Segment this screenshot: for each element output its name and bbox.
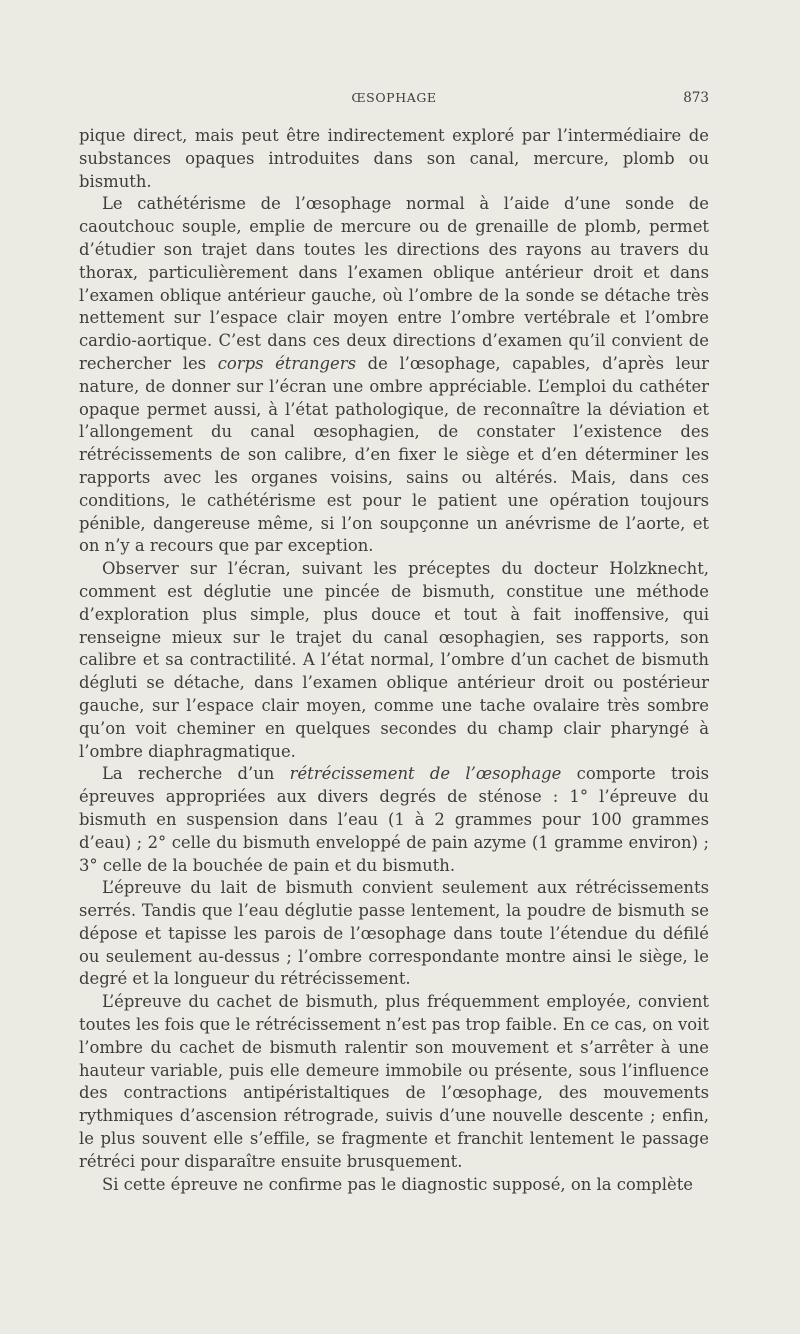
- paragraph-4-text-a: La recherche d’un: [102, 764, 290, 784]
- page-number: 873: [683, 90, 709, 106]
- running-head: ŒSOPHAGE: [351, 90, 437, 105]
- page-header: [79, 88, 709, 108]
- paragraph-6-text: L’épreuve du cachet de bismuth, plus fréquemment employée, convient toutes les fois que le rétrécissement n’est pas trop faible. En ce cas, on voit l’ombre du cachet de bismuth ralentir son mouvement et s’arrêter à une hauteur variable, puis elle demeure immobile ou présente, sous l’influence des contractions antipéristaltiques de l’œsophage, des mouvements rythmiques d’ascension rétrograde, suivis d’une nouvelle descente ; enfin, le plus souvent elle s’effile, se fragmente et franchit lentement le passage rétréci pour disparaître ensuite brusquement.: [79, 992, 709, 1171]
- italic-term-corps-etrangers: corps étrangers: [217, 353, 356, 373]
- paragraph-5-text: L’épreuve du lait de bismuth convient seulement aux rétrécissements serrés. Tandis que l’eau déglutie passe lentement, la poudre de bismuth se dépose et tapisse les parois de l’œsophage dans toute l’étendue du défilé ou seulement au-dessus ; l’ombre correspondante montre ainsi le siège, le degré et la longueur du rétrécissement.: [79, 878, 709, 989]
- paragraph-2: [79, 193, 709, 558]
- body-text: [79, 125, 709, 1196]
- paragraph-5: [79, 877, 709, 991]
- paragraph-2-text-a: Le cathétérisme de l’œsophage normal à l’aide d’une sonde de caoutchouc souple, emplie de mercure ou de grenaille de plomb, permet d’étudier son trajet dans toutes les directions des rayons au travers du thorax, particulièrement dans l’examen oblique antérieur droit et dans l’examen oblique antérieur gauche, où l’ombre de la sonde se détache très nettement sur l’espace clair moyen entre l’ombre vertébrale et l’ombre cardio-aortique. C’est dans ces deux directions d’examen qu’il convient de rechercher les: [79, 194, 709, 373]
- paragraph-2-text-b: de l’œsophage, capables, d’après leur nature, de donner sur l’écran une ombre appréciable. L’emploi du cathéter opaque permet aussi, à l’état pathologique, de reconnaître la déviation et l’allongement du canal œsophagien, de constater l’existence des rétrécissements de son calibre, d’en fixer le siège et d’en déterminer les rapports avec les organes voisins, sains ou altérés. Mais, dans ces conditions, le cathétérisme est pour le patient une opération toujours pénible, dangereuse même, si l’on soupçonne un anévrisme de l’aorte, et on n’y a recours que par exception.: [79, 353, 709, 556]
- paragraph-7: [79, 1174, 709, 1197]
- paragraph-1-text: pique direct, mais peut être indirectement exploré par l’intermédiaire de substances opaques introduites dans son canal, mercure, plomb ou bismuth.: [79, 126, 709, 191]
- paragraph-4-text-b: comporte trois épreuves appropriées aux divers degrés de sténose : 1° l’épreuve du bismuth en suspension dans l’eau (1 à 2 grammes pour 100 grammes d’eau) ; 2° celle du bismuth enveloppé de pain azyme (1 gramme environ) ; 3° celle de la bouchée de pain et du bismuth.: [79, 764, 709, 875]
- paragraph-3-text: Observer sur l’écran, suivant les préceptes du docteur Holzknecht, comment est déglutie une pincée de bismuth, constitue une méthode d’exploration plus simple, plus douce et tout à fait inoffensive, qui renseigne mieux sur le trajet du canal œsophagien, ses rapports, son calibre et sa contractilité. A l’état normal, l’ombre d’un cachet de bismuth dégluti se détache, dans l’examen oblique antérieur droit ou postérieur gauche, sur l’espace clair moyen, comme une tache ovalaire très sombre qu’on voit cheminer en quelques secondes du champ clair pharyngé à l’ombre diaphragmatique.: [79, 559, 709, 761]
- paragraph-6: [79, 991, 709, 1173]
- paragraph-4: [79, 763, 709, 877]
- paragraph-1: [79, 125, 709, 193]
- italic-term-retrecissement: rétrécissement de l’œsophage: [289, 764, 562, 784]
- paragraph-7-text: Si cette épreuve ne confirme pas le diagnostic supposé, on la complète: [102, 1174, 693, 1194]
- paragraph-3: [79, 558, 709, 763]
